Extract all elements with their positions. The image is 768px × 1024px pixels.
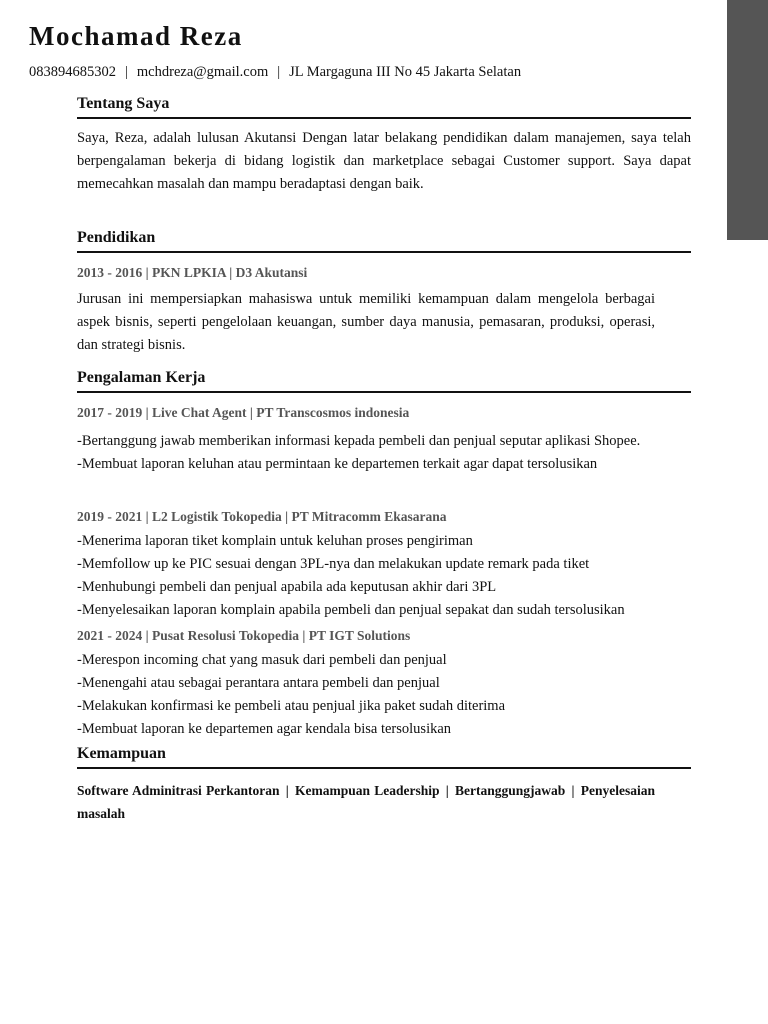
skill-separator: |	[571, 783, 575, 798]
home-address: JL Margaguna III No 45 Jakarta Selatan	[289, 64, 522, 80]
section-title-about: Tentang Saya	[77, 93, 691, 119]
section-title-experience: Pengalaman Kerja	[77, 367, 691, 393]
job-duty-item: -Melakukan konfirmasi ke pembeli atau penjual jika paket sudah diterima	[77, 698, 506, 714]
job-duty-item: -Menerima laporan tiket komplain untuk keluhan proses pengiriman	[77, 533, 473, 549]
skill-item: Penyelesaian masalah	[77, 783, 655, 821]
job-duty-item: -Merespon incoming chat yang masuk dari pembeli dan penjual	[77, 652, 447, 668]
skills-list	[77, 779, 655, 825]
job-duty-item: -Membuat laporan ke departemen agar kendala bisa tersolusikan	[77, 721, 452, 737]
education-heading: 2013 - 2016 | PKN LPKIA | D3 Akutansi	[77, 265, 308, 280]
skill-item: Kemampuan Leadership	[294, 783, 440, 798]
side-accent-bar	[727, 0, 768, 240]
skill-separator: |	[285, 783, 289, 798]
job-duty-list	[77, 430, 715, 476]
skill-item: Bertanggungjawab	[455, 783, 566, 798]
contact-line	[29, 62, 521, 82]
job-duty-item: -Menengahi atau sebagai perantara antara pembeli dan penjual	[77, 675, 440, 691]
job-heading: 2021 - 2024 | Pusat Resolusi Tokopedia | PT IGT Solutions	[77, 628, 411, 643]
about-text: Saya, Reza, adalah lulusan Akutansi Dengan latar belakang pendidikan dalam manajemen, saya telah berpengalaman bekerja di bidang logistik dan marketplace sebagai Customer support. Saya dapat memecahkan masalah dan mampu beradaptasi dengan baik.	[77, 130, 691, 192]
job-duty-list	[77, 530, 715, 622]
email-address: mchdreza@gmail.com	[136, 64, 269, 80]
job-duty-item: -Membuat laporan keluhan atau permintaan ke departemen terkait agar dapat tersolusikan	[77, 456, 598, 472]
job-duty-item: -Memfollow up ke PIC sesuai dengan 3PL-nya dan melakukan update remark pada tiket	[77, 556, 590, 572]
phone-number: 083894685302	[29, 64, 116, 80]
job-duty-item: -Menhubungi pembeli dan penjual apabila ada keputusan akhir dari 3PL	[77, 579, 497, 595]
job-duty-item: -Menyelesaikan laporan komplain apabila pembeli dan penjual sepakat dan sudah tersolusikan	[77, 602, 625, 618]
section-title-skills: Kemampuan	[77, 743, 691, 769]
job-duty-list	[77, 649, 715, 741]
skill-item: Software Adminitrasi Perkantoran	[77, 783, 280, 798]
job-heading: 2017 - 2019 | Live Chat Agent | PT Transcosmos indonesia	[77, 405, 410, 420]
contact-separator: |	[125, 64, 128, 80]
job-duty-item: -Bertanggung jawab memberikan informasi kepada pembeli dan penjual seputar aplikasi Shopee.	[77, 433, 641, 449]
section-title-education: Pendidikan	[77, 227, 691, 253]
job-heading: 2019 - 2021 | L2 Logistik Tokopedia | PT Mitracomm Ekasarana	[77, 509, 447, 524]
skill-separator: |	[445, 783, 449, 798]
contact-separator: |	[277, 64, 281, 80]
resume-name: Mochamad Reza	[29, 21, 243, 51]
education-description: Jurusan ini mempersiapkan mahasiswa untuk memiliki kemampuan dalam mengelola berbagai aspek bisnis, seperti pengelolaan keuangan, sumber daya manusia, pemasaran, produksi, operasi, dan strategi bisnis.	[77, 291, 655, 353]
